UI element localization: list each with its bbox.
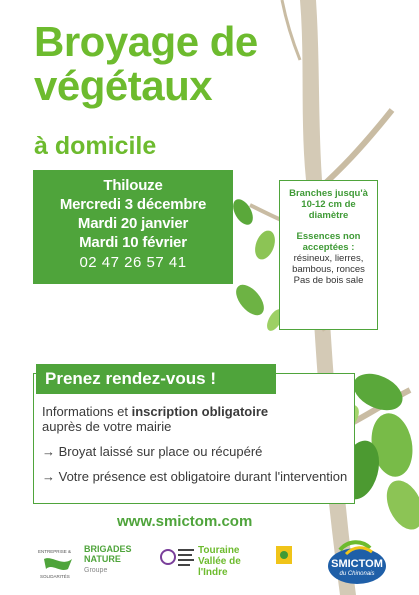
page-subtitle: à domicile — [34, 132, 157, 160]
website-link[interactable]: www.smictom.com — [117, 513, 253, 530]
essences-list: résineux, lierres, bambous, ronces — [292, 253, 365, 275]
svg-text:SOLIDARITÉS: SOLIDARITÉS — [40, 574, 70, 579]
smictom-name: SMICTOM — [331, 558, 383, 570]
location: Thilouze — [103, 177, 163, 194]
entreprise-solidarites-logo — [38, 545, 78, 581]
svg-text:ENTREPRISE &: ENTREPRISE & — [38, 549, 72, 554]
info-prefix: Informations et — [42, 404, 132, 419]
point-1: → Broyat laissé sur place ou récupéré — [42, 444, 263, 459]
info-paragraph — [42, 404, 352, 434]
brigades-text: BRIGADES NATURE — [84, 544, 132, 564]
title-line-1: Broyage de — [34, 18, 258, 65]
essences-label: Essences non acceptées : — [296, 231, 361, 253]
touraine-vallee-logo: Touraine Vallée de l'Indre — [198, 545, 241, 578]
title-line-2: végétaux — [34, 62, 213, 109]
accepted-materials-box — [279, 180, 378, 330]
point-2: → Votre présence est obligatoire durant l'intervention — [42, 469, 348, 484]
appointment-text — [42, 404, 352, 494]
brigades-sub: Groupe — [84, 567, 108, 574]
dates-box — [33, 170, 233, 284]
date-1: Mercredi 3 décembre — [59, 196, 207, 213]
no-dirty-wood: Pas de bois sale — [293, 275, 364, 286]
branches-text: Branches jusqu'à 10-12 cm de diamètre — [289, 188, 368, 221]
smictom-sub: du Chinonais — [339, 571, 375, 577]
community-logo — [160, 545, 196, 569]
phone-number: 02 47 26 57 41 — [79, 254, 187, 271]
info-bold: inscription obligatoire — [131, 404, 269, 419]
square-logo — [276, 546, 292, 564]
appointment-heading: Prenez rendez-vous ! — [36, 364, 276, 394]
date-2: Mardi 20 janvier — [77, 215, 189, 232]
date-3: Mardi 10 février — [79, 234, 187, 251]
brigades-nature-logo — [84, 544, 134, 578]
smictom-logo — [326, 538, 388, 586]
info-suffix: auprès de votre mairie — [42, 419, 172, 434]
page-title — [34, 20, 258, 108]
